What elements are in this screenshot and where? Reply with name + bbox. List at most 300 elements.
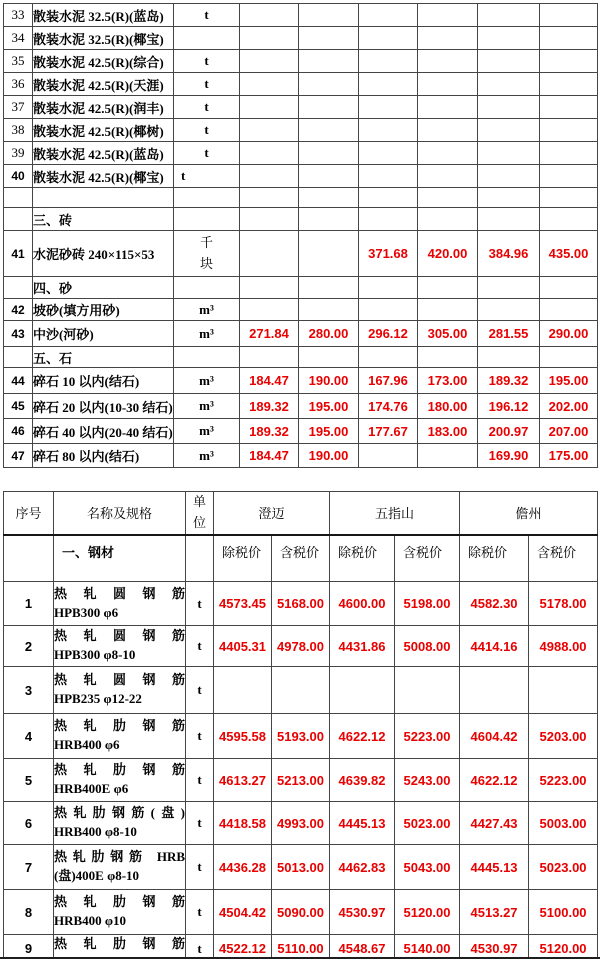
table-row	[4, 208, 598, 231]
unit-cell: m³	[174, 368, 240, 394]
seq-cell: 4	[4, 714, 54, 759]
price-cell: 4604.42	[460, 714, 529, 759]
seq-cell: 3	[4, 667, 54, 714]
price-cell: 5193.00	[272, 714, 330, 759]
price-cell: 169.90	[478, 444, 540, 468]
price-cell	[540, 347, 598, 368]
unit-cell: t	[174, 73, 240, 96]
price-cell	[478, 27, 540, 50]
price-cell	[418, 277, 478, 299]
price-cell: 4445.13	[330, 802, 395, 845]
table-row	[4, 419, 598, 444]
price-cell	[240, 142, 299, 165]
header-row-cities	[4, 492, 598, 535]
price-cell: 4978.00	[272, 626, 330, 667]
price-cell	[540, 50, 598, 73]
unit-cell: t	[174, 165, 240, 188]
steel-price-table	[3, 491, 598, 959]
table-row	[4, 27, 598, 50]
price-cell	[299, 96, 359, 119]
price-cell	[240, 165, 299, 188]
seq-cell: 44	[4, 368, 33, 394]
price-cell	[478, 165, 540, 188]
header-row-price-types	[4, 535, 598, 582]
unit-header-label: 单位	[192, 494, 206, 530]
price-cell: 195.00	[540, 368, 598, 394]
section-label-cell: 四、砂	[33, 277, 174, 299]
price-cell: 371.68	[359, 231, 418, 277]
table-row	[4, 277, 598, 299]
section-label-cell: 五、石	[33, 347, 174, 368]
name-cell	[54, 582, 186, 626]
price-cell: 4622.12	[460, 759, 529, 802]
name-cell	[54, 626, 186, 667]
empty-cell	[186, 535, 214, 582]
col-header-price-inctax: 含税价	[529, 535, 598, 582]
price-cell	[460, 667, 529, 714]
unit-cell	[174, 208, 240, 231]
price-cell: 184.47	[240, 368, 299, 394]
price-cell	[240, 231, 299, 277]
name-cell: 坡砂(填方用砂)	[33, 299, 174, 321]
price-cell	[418, 27, 478, 50]
price-cell: 271.84	[240, 321, 299, 347]
price-cell	[418, 50, 478, 73]
price-cell: 174.76	[359, 394, 418, 419]
price-cell	[359, 4, 418, 27]
price-cell	[478, 347, 540, 368]
table-row	[4, 96, 598, 119]
price-cell: 5023.00	[395, 802, 460, 845]
table-row	[4, 165, 598, 188]
name-cell	[54, 802, 186, 845]
seq-cell: 39	[4, 142, 33, 165]
price-cell: 189.32	[478, 368, 540, 394]
price-cell	[240, 4, 299, 27]
empty-cell	[4, 535, 54, 582]
price-cell: 173.00	[418, 368, 478, 394]
name-line1: 热 轧 圆 钢 筋	[54, 628, 185, 644]
price-cell	[478, 4, 540, 27]
seq-cell: 43	[4, 321, 33, 347]
price-cell: 4600.00	[330, 582, 395, 626]
col-header-price-inctax: 含税价	[272, 535, 330, 582]
price-cell	[214, 667, 272, 714]
price-cell	[299, 165, 359, 188]
materials-price-table-upper	[3, 3, 598, 468]
table-row	[4, 714, 598, 759]
price-cell: 184.47	[240, 444, 299, 468]
table-row	[4, 299, 598, 321]
price-cell	[478, 299, 540, 321]
unit-cell: t	[186, 626, 214, 667]
price-cell: 195.00	[299, 419, 359, 444]
table-row	[4, 582, 598, 626]
name-cell: 碎石 80 以内(结石)	[33, 444, 174, 468]
table-row	[4, 321, 598, 347]
name-line2: HRB400 φ6	[54, 737, 120, 753]
price-cell: 4418.58	[214, 802, 272, 845]
price-cell	[418, 96, 478, 119]
unit-cell: t	[186, 759, 214, 802]
price-cell: 290.00	[540, 321, 598, 347]
price-cell	[240, 96, 299, 119]
seq-cell: 47	[4, 444, 33, 468]
price-cell	[240, 73, 299, 96]
unit-cell: t	[186, 935, 214, 959]
seq-cell: 2	[4, 626, 54, 667]
price-cell: 281.55	[478, 321, 540, 347]
seq-cell: 5	[4, 759, 54, 802]
table-row	[4, 626, 598, 667]
price-cell	[418, 4, 478, 27]
price-cell: 4595.58	[214, 714, 272, 759]
price-cell	[478, 142, 540, 165]
price-cell	[418, 119, 478, 142]
price-cell: 5213.00	[272, 759, 330, 802]
price-cell	[299, 231, 359, 277]
table-row	[4, 142, 598, 165]
table-row	[4, 73, 598, 96]
col-header-name: 名称及规格	[54, 492, 186, 535]
price-cell: 4462.83	[330, 845, 395, 890]
price-cell: 4427.43	[460, 802, 529, 845]
seq-cell: 33	[4, 4, 33, 27]
table-row	[4, 394, 598, 419]
unit-cell: t	[174, 50, 240, 73]
price-cell: 5198.00	[395, 582, 460, 626]
price-cell	[240, 27, 299, 50]
price-cell: 5223.00	[395, 714, 460, 759]
table-row	[4, 347, 598, 368]
price-cell	[540, 165, 598, 188]
price-cell: 4436.28	[214, 845, 272, 890]
price-cell: 183.00	[418, 419, 478, 444]
col-header-price-extax: 除税价	[214, 535, 272, 582]
name-cell: 散装水泥 32.5(R)(蓝岛)	[33, 4, 174, 27]
name-line1: 热 轧 肋 钢 筋	[54, 894, 185, 910]
unit-cell: t	[186, 890, 214, 935]
unit-cell: t	[186, 845, 214, 890]
table-row	[4, 845, 598, 890]
price-cell: 189.32	[240, 419, 299, 444]
table-row	[4, 667, 598, 714]
price-cell: 5023.00	[529, 845, 598, 890]
name-cell: 水泥砂砖 240×115×53	[33, 231, 174, 277]
col-header-price-extax: 除税价	[460, 535, 529, 582]
table-row	[4, 935, 598, 959]
price-cell: 4504.42	[214, 890, 272, 935]
price-cell	[299, 208, 359, 231]
price-cell: 4513.27	[460, 890, 529, 935]
unit-cell	[174, 27, 240, 50]
price-cell	[330, 667, 395, 714]
col-header-unit	[186, 492, 214, 535]
price-cell: 4522.12	[214, 935, 272, 959]
name-line2: HRB400E φ6	[54, 781, 129, 797]
price-cell: 177.67	[359, 419, 418, 444]
table-row	[4, 368, 598, 394]
name-line2: HPB300 φ8-10	[54, 647, 136, 663]
col-header-city-chengmai: 澄迈	[214, 492, 330, 535]
seq-cell: 38	[4, 119, 33, 142]
seq-cell	[4, 347, 33, 368]
price-cell: 5223.00	[529, 759, 598, 802]
price-cell	[418, 347, 478, 368]
price-cell	[359, 347, 418, 368]
unit-cell: m³	[174, 419, 240, 444]
price-cell: 175.00	[540, 444, 598, 468]
price-cell	[540, 299, 598, 321]
empty-cell	[540, 188, 598, 208]
price-cell	[359, 96, 418, 119]
name-cell: 散装水泥 42.5(R)(天涯)	[33, 73, 174, 96]
price-cell: 4414.16	[460, 626, 529, 667]
price-cell	[478, 277, 540, 299]
price-cell: 5008.00	[395, 626, 460, 667]
price-cell: 4622.12	[330, 714, 395, 759]
unit-cell	[174, 231, 240, 277]
price-cell: 435.00	[540, 231, 598, 277]
name-cell: 中沙(河砂)	[33, 321, 174, 347]
col-header-price-extax: 除税价	[330, 535, 395, 582]
price-cell	[240, 208, 299, 231]
empty-cell	[174, 188, 240, 208]
price-cell	[359, 50, 418, 73]
price-cell: 4530.97	[330, 890, 395, 935]
price-cell	[240, 347, 299, 368]
price-cell	[395, 667, 460, 714]
price-cell: 4573.45	[214, 582, 272, 626]
name-line1: 热 轧 圆 钢 筋	[54, 672, 185, 688]
price-cell: 4613.27	[214, 759, 272, 802]
price-cell: 5003.00	[529, 802, 598, 845]
price-cell: 5243.00	[395, 759, 460, 802]
unit-cell: t	[186, 582, 214, 626]
price-cell: 5043.00	[395, 845, 460, 890]
price-cell	[359, 299, 418, 321]
name-cell	[54, 935, 186, 959]
price-cell: 305.00	[418, 321, 478, 347]
seq-cell: 45	[4, 394, 33, 419]
table-row	[4, 50, 598, 73]
price-cell	[540, 277, 598, 299]
unit-cell	[174, 277, 240, 299]
price-cell	[540, 208, 598, 231]
price-cell	[299, 4, 359, 27]
table-row	[4, 188, 598, 208]
name-line2: (盘)400E φ8-10	[54, 868, 140, 884]
seq-cell: 9	[4, 935, 54, 959]
unit-cell: t	[174, 142, 240, 165]
table-row	[4, 4, 598, 27]
empty-cell	[240, 188, 299, 208]
unit-cell: m³	[174, 394, 240, 419]
empty-cell	[478, 188, 540, 208]
price-cell	[359, 165, 418, 188]
name-cell: 碎石 10 以内(结石)	[33, 368, 174, 394]
price-cell: 196.12	[478, 394, 540, 419]
price-cell: 195.00	[299, 394, 359, 419]
price-cell: 4405.31	[214, 626, 272, 667]
price-cell	[418, 73, 478, 96]
price-cell	[240, 119, 299, 142]
name-cell: 碎石 20 以内(10-30 结石)	[33, 394, 174, 419]
price-cell: 5178.00	[529, 582, 598, 626]
seq-cell: 36	[4, 73, 33, 96]
price-cell	[359, 142, 418, 165]
price-cell: 296.12	[359, 321, 418, 347]
name-cell: 散装水泥 32.5(R)(椰宝)	[33, 27, 174, 50]
seq-cell: 37	[4, 96, 33, 119]
price-cell	[359, 208, 418, 231]
price-cell	[478, 50, 540, 73]
price-cell	[418, 444, 478, 468]
table-row	[4, 890, 598, 935]
name-cell	[54, 759, 186, 802]
name-line2: HRB400 φ10	[54, 913, 127, 929]
table-row	[4, 802, 598, 845]
price-cell: 5090.00	[272, 890, 330, 935]
unit-cell: t	[186, 802, 214, 845]
name-cell: 碎石 40 以内(20-40 结石)	[33, 419, 174, 444]
price-cell	[359, 119, 418, 142]
empty-cell	[359, 188, 418, 208]
name-cell: 散装水泥 42.5(R)(椰树)	[33, 119, 174, 142]
name-cell: 散装水泥 42.5(R)(椰宝)	[33, 165, 174, 188]
price-cell: 5120.00	[395, 890, 460, 935]
name-cell: 散装水泥 42.5(R)(综合)	[33, 50, 174, 73]
seq-cell: 46	[4, 419, 33, 444]
name-line2: HRB400 φ8-10	[54, 824, 137, 840]
price-cell: 5168.00	[272, 582, 330, 626]
seq-cell: 35	[4, 50, 33, 73]
name-line1: 热 轧 肋 钢 筋	[54, 762, 185, 778]
name-cell: 散装水泥 42.5(R)(润丰)	[33, 96, 174, 119]
name-line1: 热 轧 肋 钢 筋	[54, 936, 185, 952]
name-line2: HPB235 φ12-22	[54, 691, 142, 707]
name-cell: 散装水泥 42.5(R)(蓝岛)	[33, 142, 174, 165]
empty-cell	[4, 188, 33, 208]
price-cell	[478, 96, 540, 119]
price-cell	[478, 208, 540, 231]
unit-label: 千块	[199, 234, 213, 271]
price-cell: 4530.97	[460, 935, 529, 959]
seq-cell	[4, 277, 33, 299]
col-header-city-wuzhishan: 五指山	[330, 492, 460, 535]
price-cell	[540, 4, 598, 27]
empty-cell	[33, 188, 174, 208]
price-cell	[359, 277, 418, 299]
seq-cell: 41	[4, 231, 33, 277]
price-cell	[540, 96, 598, 119]
price-cell	[240, 50, 299, 73]
price-cell	[299, 277, 359, 299]
price-cell: 4548.67	[330, 935, 395, 959]
price-cell: 5203.00	[529, 714, 598, 759]
price-cell	[299, 347, 359, 368]
name-line1: 热 轧 肋 钢 筋	[54, 718, 185, 734]
price-cell: 4582.30	[460, 582, 529, 626]
name-cell	[54, 890, 186, 935]
price-cell	[478, 119, 540, 142]
price-cell: 207.00	[540, 419, 598, 444]
price-cell: 384.96	[478, 231, 540, 277]
price-cell	[299, 50, 359, 73]
price-cell	[418, 142, 478, 165]
unit-cell: t	[174, 96, 240, 119]
price-cell	[540, 119, 598, 142]
unit-cell: m³	[174, 299, 240, 321]
price-cell	[359, 444, 418, 468]
price-cell	[540, 27, 598, 50]
unit-cell: t	[174, 4, 240, 27]
price-cell	[240, 277, 299, 299]
table-row	[4, 231, 598, 277]
col-header-city-danzhou: 儋州	[460, 492, 598, 535]
name-cell	[54, 714, 186, 759]
price-cell: 200.97	[478, 419, 540, 444]
price-cell	[359, 73, 418, 96]
unit-cell: t	[186, 667, 214, 714]
seq-cell: 7	[4, 845, 54, 890]
price-cell	[418, 165, 478, 188]
price-cell	[299, 73, 359, 96]
unit-cell: m³	[174, 444, 240, 468]
seq-cell: 42	[4, 299, 33, 321]
price-cell: 5120.00	[529, 935, 598, 959]
name-cell	[54, 845, 186, 890]
price-cell	[359, 27, 418, 50]
table-row	[4, 444, 598, 468]
price-cell: 190.00	[299, 368, 359, 394]
price-cell	[272, 667, 330, 714]
price-cell	[299, 27, 359, 50]
name-line1: 热轧肋钢筋(盘)	[54, 805, 185, 821]
price-cell	[540, 73, 598, 96]
price-cell: 420.00	[418, 231, 478, 277]
unit-cell	[174, 347, 240, 368]
price-cell: 280.00	[299, 321, 359, 347]
name-line1: 热 轧 圆 钢 筋	[54, 585, 185, 601]
price-cell	[299, 119, 359, 142]
price-cell: 180.00	[418, 394, 478, 419]
section-label-steel: 一、钢材	[54, 535, 186, 582]
price-cell: 189.32	[240, 394, 299, 419]
price-cell	[299, 142, 359, 165]
price-cell: 202.00	[540, 394, 598, 419]
price-cell	[540, 142, 598, 165]
price-cell	[418, 299, 478, 321]
price-cell: 4988.00	[529, 626, 598, 667]
seq-cell: 34	[4, 27, 33, 50]
seq-cell	[4, 208, 33, 231]
table-row	[4, 119, 598, 142]
table-row	[4, 759, 598, 802]
price-cell: 4431.86	[330, 626, 395, 667]
price-cell: 5013.00	[272, 845, 330, 890]
empty-cell	[299, 188, 359, 208]
col-header-seq: 序号	[4, 492, 54, 535]
price-cell: 5100.00	[529, 890, 598, 935]
unit-cell: t	[186, 714, 214, 759]
price-cell	[478, 73, 540, 96]
unit-cell: m³	[174, 321, 240, 347]
price-cell: 5110.00	[272, 935, 330, 959]
seq-cell: 40	[4, 165, 33, 188]
name-cell	[54, 667, 186, 714]
price-cell	[299, 299, 359, 321]
